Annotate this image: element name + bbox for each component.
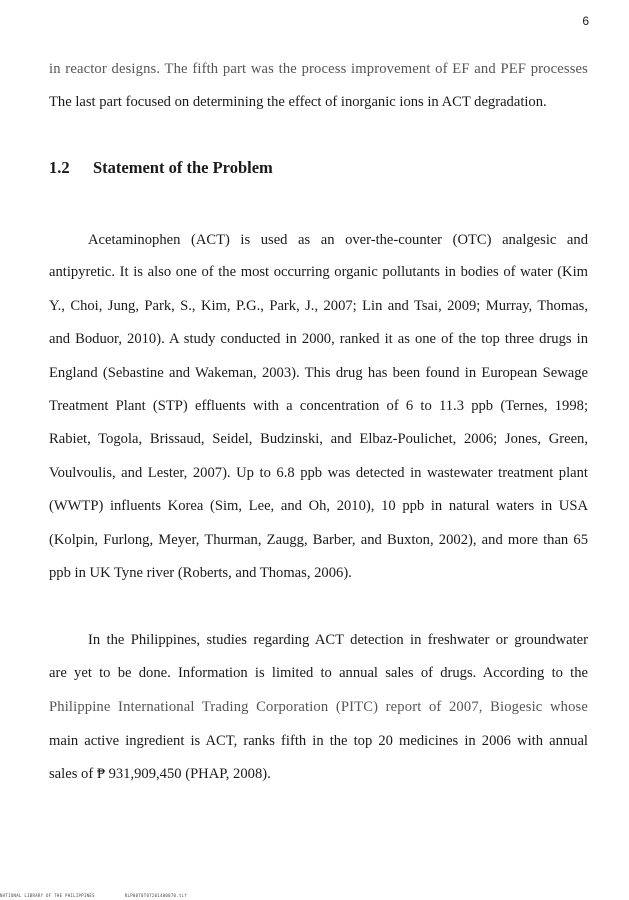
paragraph-1-line: Voulvoulis, and Lester, 2007). Up to 6.8 ppb was detected in wastewater treatment plant <box>49 465 588 481</box>
paragraph-2-line: In the Philippines, studies regarding ACT detection in freshwater or groundwater <box>88 632 588 648</box>
paragraph-1-line: antipyretic. It is also one of the most occurring organic pollutants in bodies of water (Kim <box>49 264 588 280</box>
paragraph-1-line: (WWTP) influents Korea (Sim, Lee, and Oh, 2010), 10 ppb in natural waters in USA <box>49 498 588 514</box>
paragraph-1-line: Acetaminophen (ACT) is used as an over-the-counter (OTC) analgesic and <box>88 232 588 248</box>
section-title: Statement of the Problem <box>93 158 273 177</box>
paragraph-2-line: main active ingredient is ACT, ranks fifth in the top 20 medicines in 2006 with annual <box>49 733 588 749</box>
paragraph-1-line: Treatment Plant (STP) effluents with a concentration of 6 to 11.3 ppb (Ternes, 1998; <box>49 398 588 414</box>
paragraph-1-line: England (Sebastine and Wakeman, 2003). This drug has been found in European Sewage <box>49 365 588 381</box>
section-heading <box>49 160 273 177</box>
paragraph-1-line: and Boduor, 2010). A study conducted in 2000, ranked it as one of the top three drugs in <box>49 331 588 347</box>
paragraph-2-line: are yet to be done. Information is limited to annual sales of drugs. According to the <box>49 665 588 681</box>
page-number: 6 <box>582 14 589 28</box>
paragraph-2-line: sales of ₱ 931,909,450 (PHAP, 2008). <box>49 766 271 782</box>
intro-line-2: The last part focused on determining the effect of inorganic ions in ACT degradation. <box>49 94 547 110</box>
paragraph-1-line: (Kolpin, Furlong, Meyer, Thurman, Zaugg, Barber, and Buxton, 2002), and more than 65 <box>49 532 588 548</box>
scan-footer <box>0 893 187 898</box>
paragraph-1-line: Rabiet, Togola, Brissaud, Seidel, Budzinski, and Elbaz-Poulichet, 2006; Jones, Green, <box>49 431 588 447</box>
section-number: 1.2 <box>49 158 70 177</box>
intro-line-1: in reactor designs. The fifth part was the process improvement of EF and PEF processes <box>49 61 588 77</box>
paragraph-1-line: ppb in UK Tyne river (Roberts, and Thomas, 2006). <box>49 565 352 581</box>
footer-library: NATIONAL LIBRARY OF THE PHILIPPINES <box>0 893 95 898</box>
footer-code: RLP00T0T07201400870.tif <box>124 893 188 898</box>
paragraph-1-line: Y., Choi, Jung, Park, S., Kim, P.G., Park, J., 2007; Lin and Tsai, 2009; Murray, Thomas, <box>49 298 588 314</box>
paragraph-2-line: Philippine International Trading Corporation (PITC) report of 2007, Biogesic whose <box>49 699 588 715</box>
